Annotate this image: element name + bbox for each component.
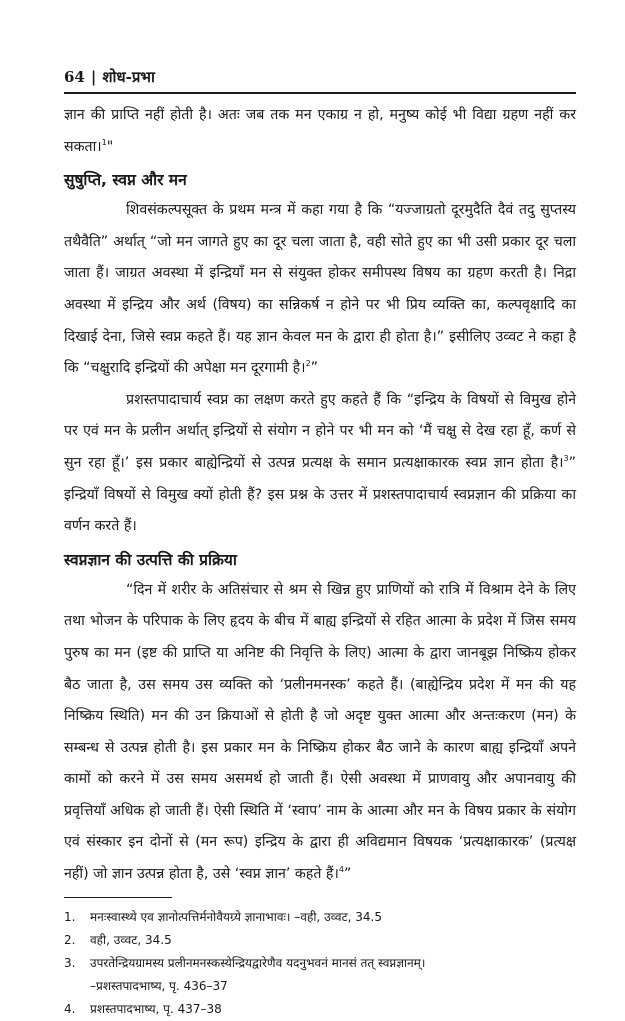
header-rule: [64, 92, 576, 94]
section-heading-dream-process: स्वप्नज्ञान की उत्पत्ति की प्रक्रिया: [64, 550, 237, 569]
paragraph-text: “दिन में शरीर के अतिसंचार से श्रम से खिन्न हुए प्राणियों को रात्रि में विश्राम देने के लिए तथा भोजन के परिपाक के लिए हृदय के बीच में बाह्य इन्द्रियों से रहित आत्मा के प्रदेश में जिस समय पुरुष का मन (इष्ट की प्राप्ति या अनिष्ट की निवृत्ति के लिए) आत्मा के द्वारा जानबूझ निष्क्रिय होकर बैठ जाता है, उस समय उस व्यक्ति को ‘प्रलीनमनस्क’ कहते हैं। (बाह्येन्द्रिय प्रदेश में मन की यह निष्क्रिय स्थिति) मन की उन क्रियाओं से होती है जो अदृष्ट युक्त आत्मा और अन्तःकरण (मन) के सम्बन्ध से उत्पन्न होती है। इस प्रकार मन के निष्क्रिय होकर बैठ जाने के कारण बाह्य इन्द्रियाँ अपने कामों को करने में उस समय असमर्थ हो जाती हैं। ऐसी अवस्था में प्राणवायु और अपानवायु की प्रवृत्तियाँ अधिक हो जाती हैं। ऐसी स्थिति में ‘स्वाप’ नाम के आत्मा और मन के विषय प्रकार के संयोग एवं संस्कार इन दोनों से (मन रूप) इन्द्रिय के द्वारा ही अविद्यमान विषयक ‘प्रत्यक्षाकारक’ (प्रत्यक्ष नहीं) जो ज्ञान उत्पन्न होता है, उसे ‘स्वप्न ज्ञान’ कहते हैं।: [64, 581, 576, 883]
footnote-number: 3.: [64, 955, 76, 970]
footnote-ref-3: 3: [563, 453, 569, 463]
paragraph-text: ” इन्द्रियाँ विषयों से विमुख क्यों होती हैं? इस प्रश्न के उत्तर में प्रशस्तपादाचार्य स्वप्नज्ञान की प्रक्रिया का वर्णन करते हैं।: [64, 454, 576, 535]
running-head-separator: |: [90, 68, 97, 86]
footnote-1: [64, 906, 576, 929]
footnotes: [64, 906, 576, 1021]
paragraph-shivasankalpa: [64, 195, 576, 385]
footnote-ref-2: 2: [305, 359, 311, 369]
running-head: [64, 66, 576, 88]
footnote-text: मनःस्वास्थ्ये एव ज्ञानोत्पत्तिर्मनोवैयग्र्ये ज्ञानाभावः। –वही, उव्वट, 34.5: [90, 909, 382, 924]
section-heading-sleep-dream-mind: सुषुप्ति, स्वप्न और मन: [64, 171, 187, 190]
footnote-text: प्रशस्तपादभाष्य, पृ. 437–38: [90, 1001, 222, 1016]
page-number: 64: [64, 68, 85, 86]
footnote-ref-4: 4: [338, 865, 344, 875]
closing-quote: ": [106, 138, 114, 155]
footnote-3-source: –प्रशस्तपादभाष्य, पृ. 436–37: [90, 978, 228, 993]
footnote-text: उपरतेन्द्रियग्रामस्य प्रलीनमनस्कस्येन्द्रियद्वारेणैव यदनुभवनं मानसं तत् स्वप्नज्ञानम्।: [90, 955, 426, 970]
paragraph-text: प्रशस्तपादाचार्य स्वप्न का लक्षण करते हुए कहते हैं कि “इन्द्रिय के विषयों से विमुख होने पर एवं मन के प्रलीन अर्थात् इन्द्रियों से संयोग न होने पर भी मन को ‘मैं चक्षु से देख रहा हूँ, कर्ण से सुन रहा हूँ।’ इस प्रकार बाह्येन्द्रियों से उत्पन्न प्रत्यक्ष के समान प्रत्यक्षाकारक स्वप्न ज्ञान होता है।: [64, 391, 576, 471]
footnote-4: [64, 998, 576, 1021]
closing-quote: ”: [310, 360, 319, 377]
footnote-text: वही, उव्वट, 34.5: [90, 932, 172, 947]
continuation-paragraph: [64, 100, 576, 163]
footnote-number: 4.: [64, 1001, 76, 1016]
continuation-text: ज्ञान की प्राप्ति नहीं होती है। अतः जब तक मन एकाग्र न हो, मनुष्य कोई भी विद्या ग्रहण नहीं कर सकता।: [64, 107, 576, 155]
closing-quote: ”: [343, 866, 352, 883]
paragraph-text: शिवसंकल्पसूक्त के प्रथम मन्त्र में कहा गया है कि “यज्जाग्रतो दूरमुदैति दैवं तदु सुप्तस्य तथैवैति” अर्थात् “जो मन जागते हुए का दूर चला जाता है, वही सोते हुए का भी उसी प्रकार दूर चला जाता हैं। जाग्रत अवस्था में इन्द्रियाँ मन से संयुक्त होकर समीपस्थ विषय का ग्रहण करती है। निद्रा अवस्था में इन्द्रिय और अर्थ (विषय) का सन्निकर्ष न होने पर भी प्रिय व्यक्ति का, कल्पवृक्षादि का दिखाई देना, जिसे स्वप्न कहते हैं। यह ज्ञान केवल मन के द्वारा ही होता है।” इसीलिए उव्वट ने कहा है कि “चक्षुरादि इन्द्रियों की अपेक्षा मन दूरगामी है।: [64, 202, 576, 377]
footnote-rule: [64, 897, 172, 898]
footnote-ref-1: 1: [101, 137, 107, 147]
footnote-number: 1.: [64, 909, 76, 924]
book-page: [64, 66, 576, 1021]
footnote-number: 2.: [64, 932, 76, 947]
journal-title: शोध-प्रभा: [102, 68, 155, 86]
footnote-3: [64, 952, 576, 975]
paragraph-dream-process: [64, 575, 576, 891]
paragraph-prashastapada: [64, 385, 576, 543]
footnote-2: [64, 929, 576, 952]
